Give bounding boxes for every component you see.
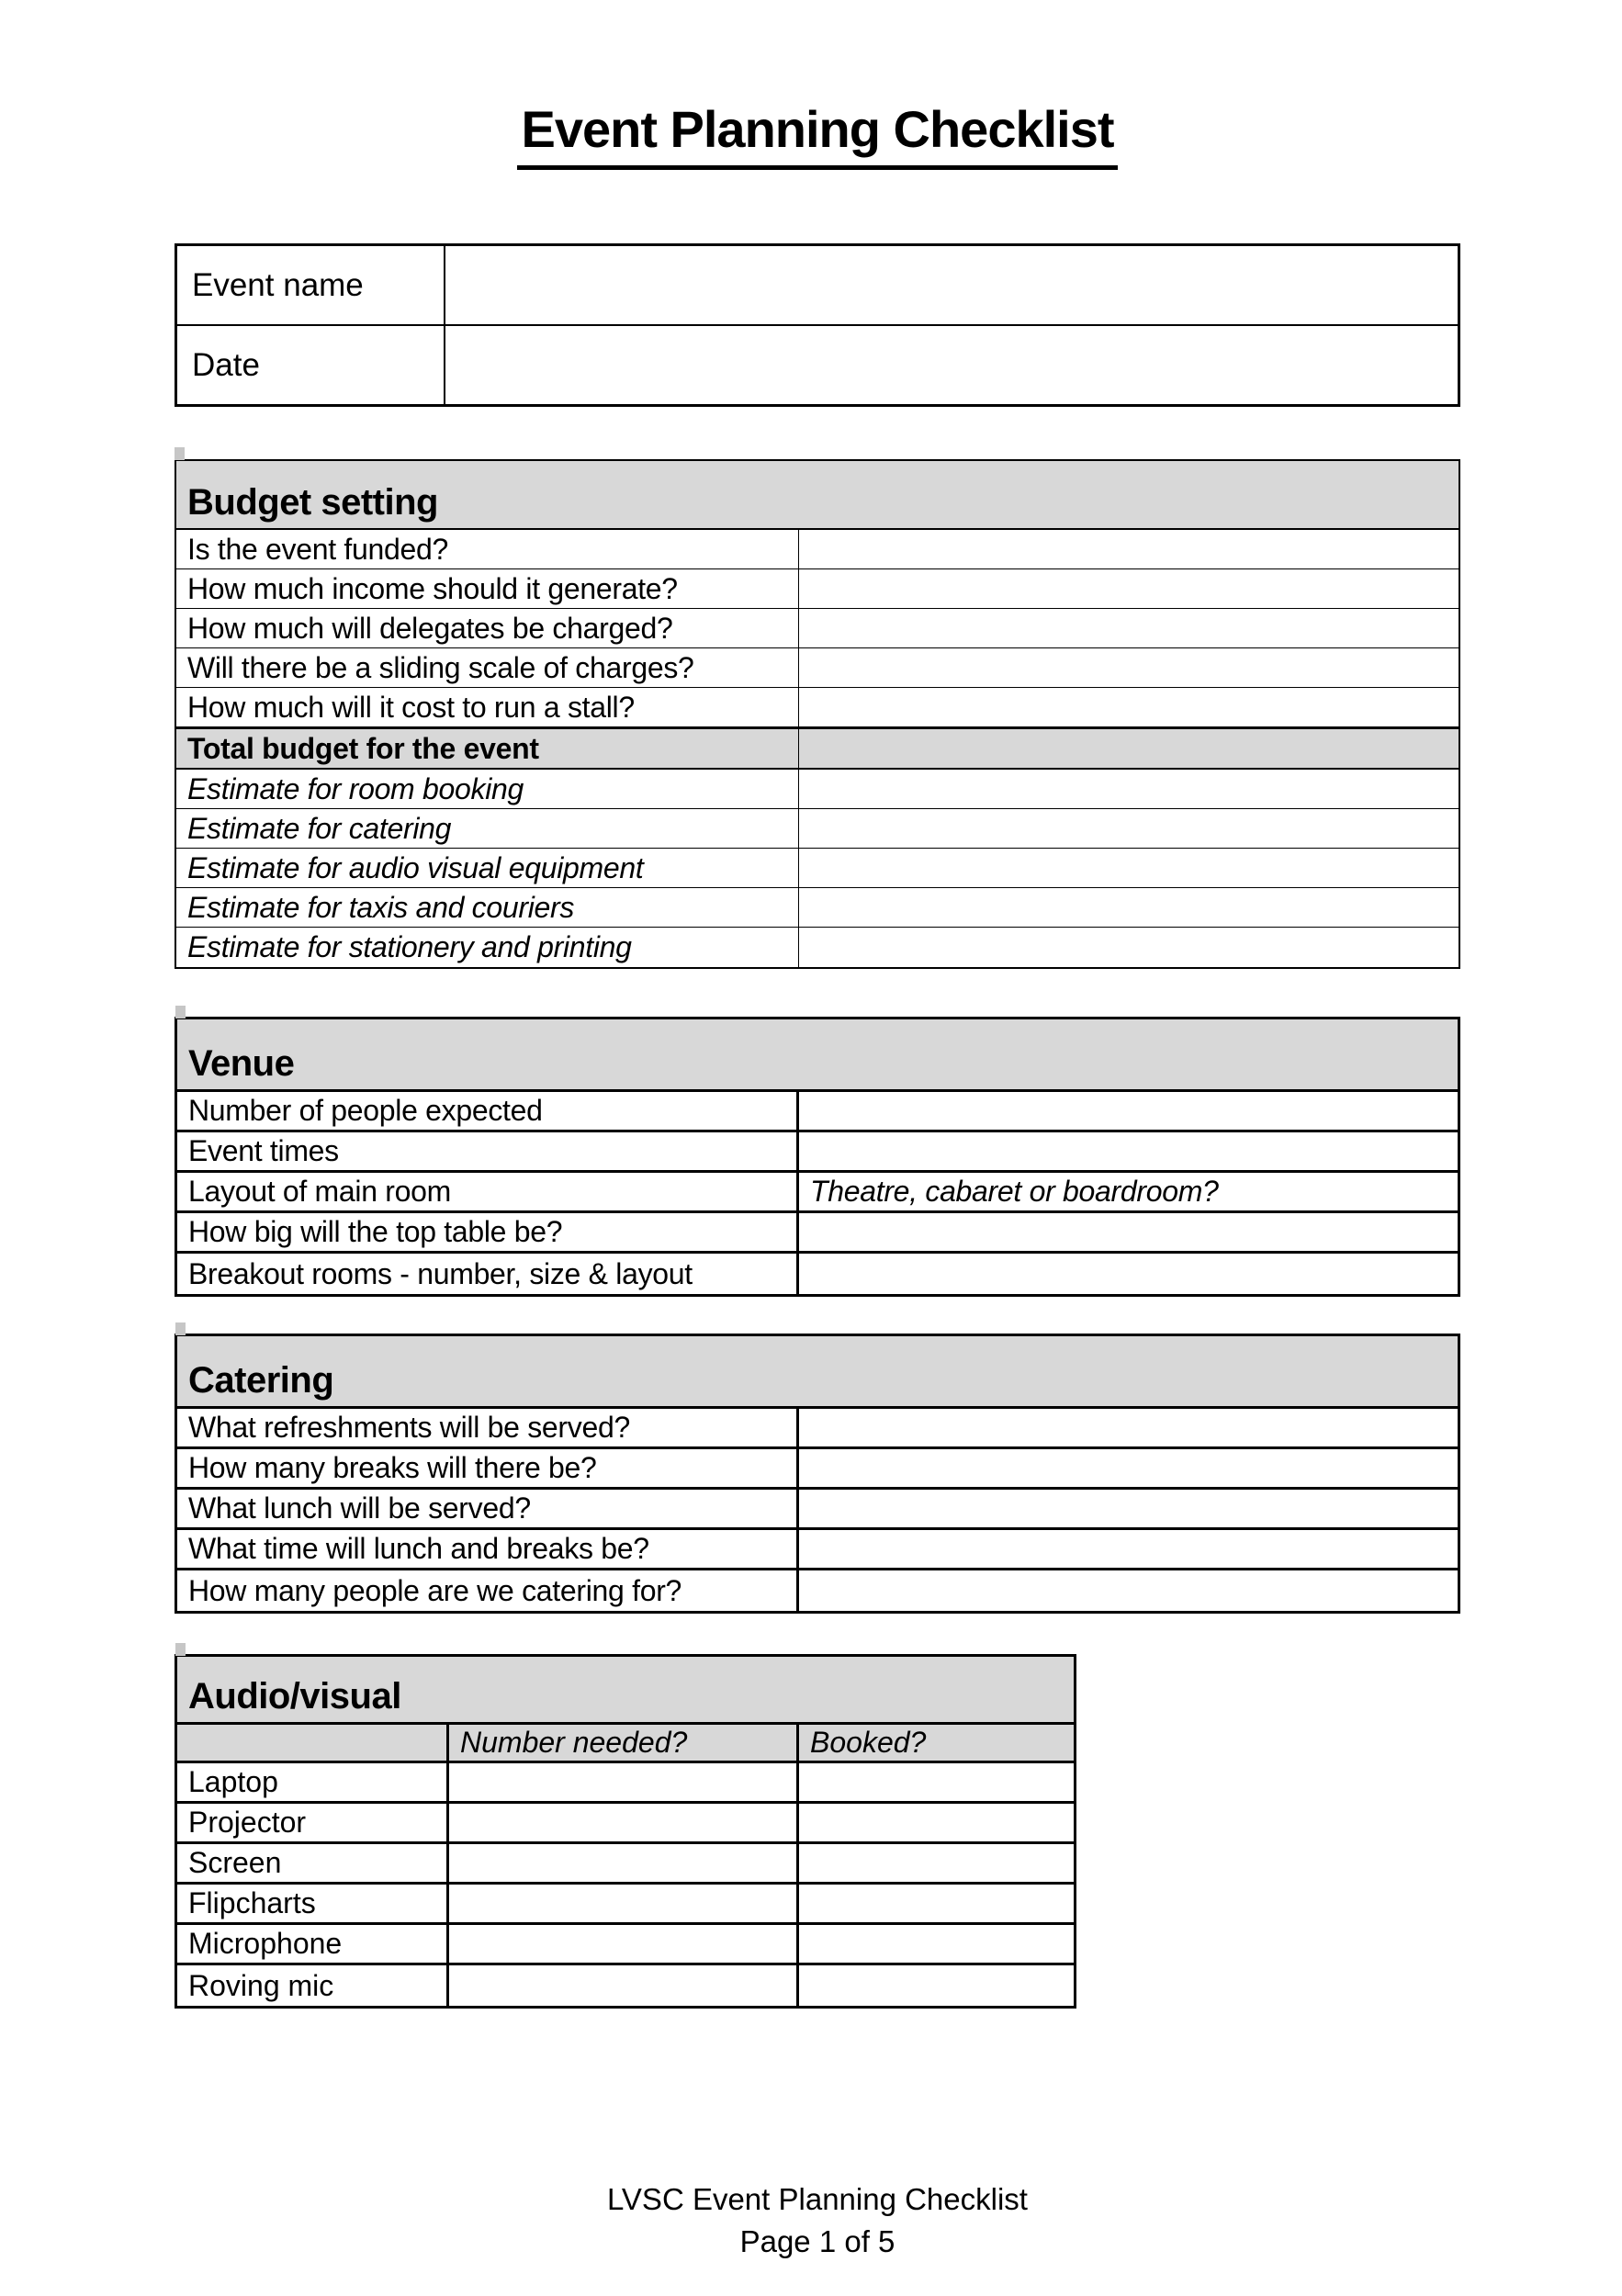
column-header-booked: Booked? <box>810 1726 927 1759</box>
answer-cell[interactable] <box>799 688 1459 726</box>
answer-cell[interactable] <box>799 1449 1458 1487</box>
item-cell: Flipcharts <box>177 1885 449 1922</box>
table-row <box>176 849 1459 888</box>
table-row <box>176 648 1459 688</box>
answer-cell[interactable]: Theatre, cabaret or boardroom? <box>810 1175 1219 1208</box>
section-venue <box>175 1017 1460 1297</box>
field-label: Event name <box>177 246 445 324</box>
table-row <box>177 326 1458 404</box>
table-row <box>177 1213 1458 1254</box>
audio-visual-column-header-row <box>177 1725 1074 1763</box>
table-row <box>177 246 1458 326</box>
question-cell: How big will the top table be? <box>177 1213 799 1251</box>
answer-cell[interactable] <box>799 1490 1458 1527</box>
question-cell: Event times <box>177 1132 799 1170</box>
table-row <box>177 1490 1458 1530</box>
section-header-catering: Catering <box>177 1336 1458 1409</box>
booked-cell[interactable] <box>799 1844 1074 1882</box>
table-row <box>176 727 1459 770</box>
booked-cell[interactable] <box>799 1763 1074 1801</box>
item-cell: Projector <box>177 1804 449 1841</box>
table-row <box>177 1844 1074 1885</box>
table-row <box>176 888 1459 928</box>
section-budget <box>175 459 1460 969</box>
table-row <box>177 1254 1458 1294</box>
table-row <box>177 1132 1458 1173</box>
table-row <box>176 770 1459 809</box>
booked-cell[interactable] <box>799 1885 1074 1922</box>
question-cell: Estimate for taxis and couriers <box>176 888 799 927</box>
field-label: Date <box>177 326 445 404</box>
question-cell: Estimate for catering <box>176 809 799 848</box>
table-row <box>176 530 1459 569</box>
answer-cell[interactable] <box>799 849 1459 887</box>
question-cell: How many people are we catering for? <box>177 1570 799 1611</box>
footer-page-number: Page 1 of 5 <box>739 2224 895 2258</box>
table-handle-icon <box>175 1006 186 1019</box>
answer-cell[interactable] <box>799 1132 1458 1170</box>
answer-cell[interactable] <box>799 809 1459 848</box>
field-value-cell[interactable] <box>445 326 1458 404</box>
table-row <box>177 1804 1074 1844</box>
question-cell: Layout of main room <box>177 1173 799 1210</box>
event-info-table <box>175 243 1460 407</box>
table-row <box>177 1173 1458 1213</box>
section-header-audio-visual: Audio/visual <box>177 1657 1074 1725</box>
question-cell: Estimate for audio visual equipment <box>176 849 799 887</box>
number-needed-cell[interactable] <box>449 1763 799 1801</box>
question-cell: What refreshments will be served? <box>177 1409 799 1446</box>
item-cell: Roving mic <box>177 1965 449 2006</box>
booked-cell[interactable] <box>799 1965 1074 2006</box>
question-cell: How much income should it generate? <box>176 569 799 608</box>
booked-cell[interactable] <box>799 1804 1074 1841</box>
section-audio-visual <box>175 1654 1076 2009</box>
table-row <box>176 609 1459 648</box>
footer-doc-title: LVSC Event Planning Checklist <box>607 2182 1028 2216</box>
table-row <box>177 1925 1074 1965</box>
item-cell: Screen <box>177 1844 449 1882</box>
answer-cell[interactable] <box>799 1254 1458 1294</box>
page-footer <box>175 2178 1460 2263</box>
question-cell: Will there be a sliding scale of charges? <box>176 648 799 687</box>
table-row <box>176 809 1459 849</box>
table-row <box>176 688 1459 727</box>
table-handle-icon <box>175 1322 186 1335</box>
question-cell: Number of people expected <box>177 1092 799 1130</box>
item-cell: Microphone <box>177 1925 449 1963</box>
number-needed-cell[interactable] <box>449 1844 799 1882</box>
section-header-budget: Budget setting <box>176 461 1459 530</box>
number-needed-cell[interactable] <box>449 1925 799 1963</box>
question-cell: What lunch will be served? <box>177 1490 799 1527</box>
number-needed-cell[interactable] <box>449 1804 799 1841</box>
table-row <box>177 1092 1458 1132</box>
table-row <box>177 1885 1074 1925</box>
question-cell: Is the event funded? <box>176 530 799 568</box>
answer-cell[interactable] <box>799 1530 1458 1568</box>
table-row <box>177 1965 1074 2006</box>
answer-cell[interactable] <box>799 1092 1458 1130</box>
question-cell: How much will it cost to run a stall? <box>176 688 799 726</box>
answer-cell[interactable] <box>799 1213 1458 1251</box>
question-cell: Breakout rooms - number, size & layout <box>177 1254 799 1294</box>
answer-cell[interactable] <box>799 530 1459 568</box>
field-value-cell[interactable] <box>445 246 1458 324</box>
section-catering <box>175 1334 1460 1614</box>
item-cell: Laptop <box>177 1763 449 1801</box>
answer-cell[interactable] <box>799 928 1459 967</box>
question-cell: Estimate for room booking <box>176 770 799 808</box>
answer-cell[interactable] <box>799 569 1459 608</box>
table-row <box>177 1449 1458 1490</box>
table-row <box>176 928 1459 967</box>
answer-cell[interactable] <box>799 770 1459 808</box>
page-title <box>175 0 1460 165</box>
column-header-number-needed: Number needed? <box>449 1725 799 1761</box>
table-row <box>177 1409 1458 1449</box>
question-cell: Total budget for the event <box>176 729 799 768</box>
question-cell: Estimate for stationery and printing <box>176 928 799 967</box>
answer-cell[interactable] <box>799 729 1459 768</box>
number-needed-cell[interactable] <box>449 1885 799 1922</box>
question-cell: What time will lunch and breaks be? <box>177 1530 799 1568</box>
answer-cell[interactable] <box>799 609 1459 647</box>
table-handle-icon <box>175 447 185 460</box>
question-cell: How much will delegates be charged? <box>176 609 799 647</box>
booked-cell[interactable] <box>799 1925 1074 1963</box>
question-cell: How many breaks will there be? <box>177 1449 799 1487</box>
number-needed-cell[interactable] <box>449 1965 799 2006</box>
answer-cell[interactable] <box>799 1409 1458 1446</box>
answer-cell[interactable] <box>799 1570 1458 1611</box>
section-header-venue: Venue <box>177 1019 1458 1092</box>
table-row <box>176 569 1459 609</box>
table-handle-icon <box>175 1643 186 1656</box>
table-row <box>177 1570 1458 1611</box>
column-header-item <box>177 1725 449 1761</box>
page-title-text: Event Planning Checklist <box>517 101 1117 170</box>
table-row <box>177 1530 1458 1570</box>
answer-cell[interactable] <box>799 888 1459 927</box>
table-row <box>177 1763 1074 1804</box>
answer-cell[interactable] <box>799 648 1459 687</box>
